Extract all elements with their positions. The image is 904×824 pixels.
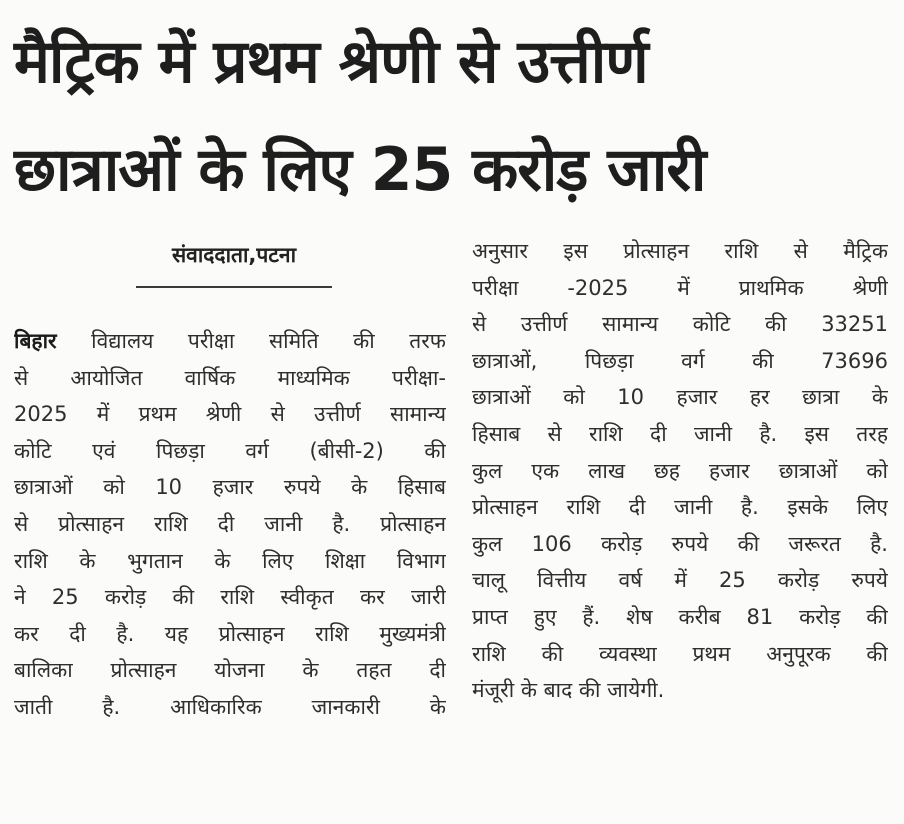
headline-line-1: मैट्रिक में प्रथम श्रेणी से उत्तीर्ण	[14, 27, 648, 97]
article-line: छात्राओं को 10 हजार हर छात्रा के	[472, 385, 888, 410]
article-line: कुल 106 करोड़ रुपये की जरूरत है.	[472, 531, 888, 556]
article-line: अनुसार इस प्रोत्साहन राशि से मैट्रिक	[472, 239, 888, 263]
article-line: राशि के भुगतान के लिए शिक्षा विभाग	[14, 548, 446, 573]
article-line: छात्राओं, पिछड़ा वर्ग की 73696	[472, 348, 888, 373]
article-line: से उत्तीर्ण सामान्य कोटि की 33251	[472, 312, 888, 337]
byline-divider	[136, 286, 332, 288]
article-line: हिसाब से राशि दी जानी है. इस तरह	[472, 421, 888, 446]
article-line: राशि की व्यवस्था प्रथम अनुपूरक की	[472, 641, 888, 666]
lead-word: बिहार	[14, 329, 57, 353]
article-line: से आयोजित वार्षिक माध्यमिक परीक्षा-	[14, 365, 446, 390]
article-line: मंजूरी के बाद की जायेगी.	[472, 678, 665, 703]
article-line: कर दी है. यह प्रोत्साहन राशि मुख्यमंत्री	[14, 621, 446, 646]
article-line	[14, 323, 446, 360]
article-line: प्रोत्साहन राशि दी जानी है. इसके लिए	[472, 495, 888, 520]
headline-line-2: छात्राओं के लिए 25 करोड़ जारी	[14, 135, 706, 205]
article-line: कुल एक लाख छह हजार छात्राओं को	[472, 458, 888, 483]
article-line: कोटि एवं पिछड़ा वर्ग (बीसी-2) की	[14, 438, 446, 463]
article-line: प्राप्त हुए हैं. शेष करीब 81 करोड़ की	[472, 604, 888, 629]
article-line: ने 25 करोड़ की राशि स्वीकृत कर जारी	[14, 585, 446, 610]
article-line: परीक्षा -2025 में प्राथमिक श्रेणी	[472, 275, 888, 300]
byline: संवाददाता,पटना	[171, 243, 297, 267]
article-line: 2025 में प्रथम श्रेणी से उत्तीर्ण सामान्य	[14, 402, 446, 427]
article-line: चालू वित्तीय वर्ष में 25 करोड़ रुपये	[472, 568, 888, 593]
article-line: जाती है. आधिकारिक जानकारी के	[14, 694, 446, 719]
article-line: से प्रोत्साहन राशि दी जानी है. प्रोत्साहन	[14, 511, 446, 536]
article-line: छात्राओं को 10 हजार रुपये के हिसाब	[14, 475, 446, 500]
article-right-column	[472, 233, 888, 709]
article-line-text: विद्यालय परीक्षा समिति की तरफ	[56, 329, 446, 353]
headline	[14, 8, 894, 224]
article-left-column	[14, 323, 446, 726]
article-line: बालिका प्रोत्साहन योजना के तहत दी	[14, 658, 446, 683]
